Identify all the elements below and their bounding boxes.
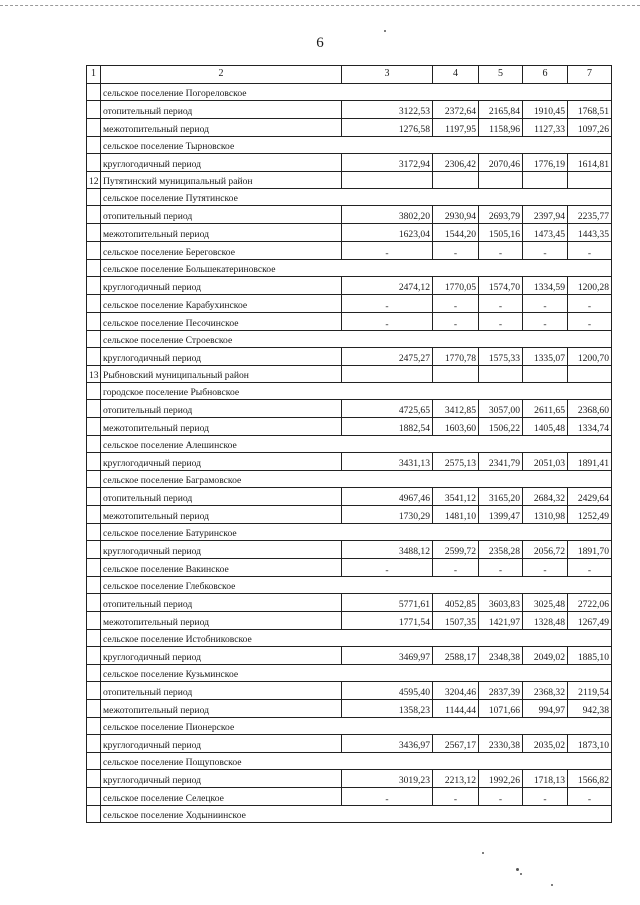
row-label: межотопительный период — [101, 506, 342, 524]
row-label: сельское поселение Вакинское — [101, 559, 342, 577]
row-number-cell — [87, 524, 101, 541]
settlement-row — [87, 331, 612, 348]
value-cell: 1718,13 — [523, 770, 568, 788]
data-row — [87, 400, 612, 418]
value-cell: 2684,32 — [523, 488, 568, 506]
value-cell: 2348,38 — [479, 647, 523, 665]
value-cell: 1334,74 — [568, 418, 612, 436]
row-label: сельское поселение Путятинское — [101, 189, 612, 206]
district-name: Путятинский муниципальный район — [101, 172, 342, 189]
value-cell: 1421,97 — [479, 612, 523, 630]
row-label: сельское поселение Погореловское — [101, 84, 612, 101]
value-cell: 994,97 — [523, 700, 568, 718]
row-number-cell — [87, 735, 101, 753]
value-cell: 1127,33 — [523, 119, 568, 137]
row-label: отопительный период — [101, 594, 342, 612]
value-cell: 4725,65 — [342, 400, 433, 418]
row-number-cell — [87, 682, 101, 700]
data-row — [87, 506, 612, 524]
column-header: 6 — [523, 66, 568, 84]
row-number-cell — [87, 313, 101, 331]
data-row — [87, 541, 612, 559]
row-label: круглогодичный период — [101, 770, 342, 788]
value-cell: 2611,65 — [523, 400, 568, 418]
row-number-cell — [87, 277, 101, 295]
row-number-cell — [87, 718, 101, 735]
row-label: сельское поселение Батуринское — [101, 524, 612, 541]
value-cell: 3469,97 — [342, 647, 433, 665]
data-row — [87, 647, 612, 665]
value-cell: 2330,38 — [479, 735, 523, 753]
empty-cell — [342, 172, 433, 189]
value-cell: 1544,20 — [433, 224, 479, 242]
value-cell: 4595,40 — [342, 682, 433, 700]
settlement-row — [87, 630, 612, 647]
settlement-row — [87, 436, 612, 453]
row-label: круглогодичный период — [101, 277, 342, 295]
value-cell: 3204,46 — [433, 682, 479, 700]
row-label: круглогодичный период — [101, 154, 342, 172]
value-cell: - — [568, 788, 612, 806]
data-row — [87, 242, 612, 260]
value-cell: - — [433, 295, 479, 313]
value-cell: 2588,17 — [433, 647, 479, 665]
row-label: сельское поселение Истобниковское — [101, 630, 612, 647]
value-cell: 1730,29 — [342, 506, 433, 524]
value-cell: 2358,28 — [479, 541, 523, 559]
value-cell: 1443,35 — [568, 224, 612, 242]
data-row — [87, 154, 612, 172]
value-cell: 3019,23 — [342, 770, 433, 788]
value-cell: - — [523, 295, 568, 313]
value-cell: 4052,85 — [433, 594, 479, 612]
value-cell: 4967,46 — [342, 488, 433, 506]
row-number-cell: 12 — [87, 172, 101, 189]
row-label: отопительный период — [101, 101, 342, 119]
value-cell: 1506,22 — [479, 418, 523, 436]
row-number-cell — [87, 242, 101, 260]
value-cell: 1267,49 — [568, 612, 612, 630]
row-label: отопительный период — [101, 206, 342, 224]
settlement-row — [87, 84, 612, 101]
row-label: круглогодичный период — [101, 735, 342, 753]
row-label: круглогодичный период — [101, 453, 342, 471]
value-cell: - — [479, 313, 523, 331]
value-cell: 3603,83 — [479, 594, 523, 612]
settlement-row — [87, 137, 612, 154]
row-number-cell — [87, 488, 101, 506]
row-number-cell — [87, 665, 101, 682]
row-number-cell — [87, 331, 101, 348]
row-label: сельское поселение Песочинское — [101, 313, 342, 331]
value-cell: 1505,16 — [479, 224, 523, 242]
data-row — [87, 788, 612, 806]
row-number-cell — [87, 788, 101, 806]
row-label: сельское поселение Пионерское — [101, 718, 612, 735]
value-cell: 1252,49 — [568, 506, 612, 524]
value-cell: 2693,79 — [479, 206, 523, 224]
value-cell: - — [479, 242, 523, 260]
value-cell: 1770,05 — [433, 277, 479, 295]
scan-edge-line — [0, 5, 640, 6]
row-label: круглогодичный период — [101, 647, 342, 665]
value-cell: 1335,07 — [523, 348, 568, 366]
row-number-cell — [87, 260, 101, 277]
value-cell: 2165,84 — [479, 101, 523, 119]
value-cell: - — [523, 313, 568, 331]
value-cell: - — [523, 242, 568, 260]
column-header: 4 — [433, 66, 479, 84]
data-row — [87, 682, 612, 700]
value-cell: 1776,19 — [523, 154, 568, 172]
value-cell: - — [433, 559, 479, 577]
row-number-cell — [87, 206, 101, 224]
value-cell: 3412,85 — [433, 400, 479, 418]
value-cell: 1910,45 — [523, 101, 568, 119]
row-number-cell — [87, 612, 101, 630]
row-number-cell — [87, 753, 101, 770]
value-cell: 3172,94 — [342, 154, 433, 172]
value-cell: 1310,98 — [523, 506, 568, 524]
value-cell: 3436,97 — [342, 735, 433, 753]
value-cell: - — [479, 788, 523, 806]
row-number-cell — [87, 295, 101, 313]
row-number-cell — [87, 700, 101, 718]
row-number-cell — [87, 154, 101, 172]
row-label: сельское поселение Глебковское — [101, 577, 612, 594]
row-number-cell — [87, 137, 101, 154]
value-cell: 1097,26 — [568, 119, 612, 137]
row-number-cell — [87, 436, 101, 453]
value-cell: 3122,53 — [342, 101, 433, 119]
value-cell: - — [433, 242, 479, 260]
value-cell: - — [342, 559, 433, 577]
value-cell: 2306,42 — [433, 154, 479, 172]
column-header: 5 — [479, 66, 523, 84]
value-cell: - — [479, 295, 523, 313]
scan-speck — [516, 868, 519, 871]
data-row — [87, 488, 612, 506]
value-cell: - — [342, 242, 433, 260]
row-number-cell — [87, 101, 101, 119]
value-cell: 942,38 — [568, 700, 612, 718]
row-number-cell — [87, 541, 101, 559]
value-cell: 2119,54 — [568, 682, 612, 700]
data-row — [87, 119, 612, 137]
value-cell: 1197,95 — [433, 119, 479, 137]
value-cell: 1770,78 — [433, 348, 479, 366]
row-label: межотопительный период — [101, 224, 342, 242]
empty-cell — [433, 366, 479, 383]
row-label: городское поселение Рыбновское — [101, 383, 612, 400]
row-label: межотопительный период — [101, 119, 342, 137]
empty-cell — [479, 366, 523, 383]
row-label: сельское поселение Алешинское — [101, 436, 612, 453]
value-cell: 2837,39 — [479, 682, 523, 700]
row-number-cell — [87, 594, 101, 612]
value-cell: 2372,64 — [433, 101, 479, 119]
settlement-row — [87, 471, 612, 488]
value-cell: 1566,82 — [568, 770, 612, 788]
value-cell: 2429,64 — [568, 488, 612, 506]
data-row — [87, 612, 612, 630]
row-label: сельское поселение Пощуповское — [101, 753, 612, 770]
value-cell: 2368,60 — [568, 400, 612, 418]
value-cell: 2475,27 — [342, 348, 433, 366]
header-row — [87, 66, 612, 84]
value-cell: 1144,44 — [433, 700, 479, 718]
value-cell: 1771,54 — [342, 612, 433, 630]
column-header: 3 — [342, 66, 433, 84]
row-number-cell — [87, 630, 101, 647]
value-cell: 3431,13 — [342, 453, 433, 471]
row-label: отопительный период — [101, 682, 342, 700]
empty-cell — [479, 172, 523, 189]
settlement-row — [87, 665, 612, 682]
value-cell: 2722,06 — [568, 594, 612, 612]
value-cell: - — [433, 313, 479, 331]
row-number-cell — [87, 348, 101, 366]
row-label: сельское поселение Карабухинское — [101, 295, 342, 313]
value-cell: 1334,59 — [523, 277, 568, 295]
data-row — [87, 559, 612, 577]
value-cell: 1158,96 — [479, 119, 523, 137]
row-label: межотопительный период — [101, 418, 342, 436]
value-cell: - — [523, 788, 568, 806]
row-number-cell — [87, 383, 101, 400]
data-row — [87, 224, 612, 242]
row-label: сельское поселение Ходыниинское — [101, 806, 612, 823]
value-cell: 2035,02 — [523, 735, 568, 753]
settlement-row — [87, 383, 612, 400]
data-row — [87, 295, 612, 313]
row-number-cell: 13 — [87, 366, 101, 383]
value-cell: - — [342, 788, 433, 806]
value-cell: 2213,12 — [433, 770, 479, 788]
value-cell: 1358,23 — [342, 700, 433, 718]
value-cell: 1574,70 — [479, 277, 523, 295]
column-header: 7 — [568, 66, 612, 84]
value-cell: 1614,81 — [568, 154, 612, 172]
page-number: 6 — [316, 35, 324, 51]
value-cell: 2368,32 — [523, 682, 568, 700]
value-cell: 3541,12 — [433, 488, 479, 506]
row-label: сельское поселение Баграмовское — [101, 471, 612, 488]
settlement-row — [87, 260, 612, 277]
row-number-cell — [87, 224, 101, 242]
scan-speck — [482, 852, 484, 854]
value-cell: 1992,26 — [479, 770, 523, 788]
settlement-row — [87, 577, 612, 594]
row-number-cell — [87, 189, 101, 206]
value-cell: 2397,94 — [523, 206, 568, 224]
value-cell: 1405,48 — [523, 418, 568, 436]
value-cell: 1399,47 — [479, 506, 523, 524]
scan-speck — [551, 884, 553, 886]
row-label: сельское поселение Строевское — [101, 331, 612, 348]
data-row — [87, 348, 612, 366]
value-cell: - — [568, 295, 612, 313]
row-label: межотопительный период — [101, 700, 342, 718]
row-number-cell — [87, 506, 101, 524]
empty-cell — [568, 172, 612, 189]
settlement-row — [87, 806, 612, 823]
settlement-row — [87, 718, 612, 735]
value-cell: 5771,61 — [342, 594, 433, 612]
value-cell: 1473,45 — [523, 224, 568, 242]
data-row — [87, 700, 612, 718]
row-label: круглогодичный период — [101, 541, 342, 559]
value-cell: 1328,48 — [523, 612, 568, 630]
value-cell: - — [342, 313, 433, 331]
data-row — [87, 313, 612, 331]
value-cell: 1200,28 — [568, 277, 612, 295]
row-number-cell — [87, 471, 101, 488]
row-number-cell — [87, 418, 101, 436]
value-cell: - — [479, 559, 523, 577]
value-cell: 1071,66 — [479, 700, 523, 718]
row-number-cell — [87, 559, 101, 577]
value-cell: - — [433, 788, 479, 806]
value-cell: 1882,54 — [342, 418, 433, 436]
value-cell: 2575,13 — [433, 453, 479, 471]
data-row — [87, 101, 612, 119]
value-cell: 1885,10 — [568, 647, 612, 665]
value-cell: 1891,41 — [568, 453, 612, 471]
row-label: отопительный период — [101, 400, 342, 418]
section-row — [87, 172, 612, 189]
scan-speck — [520, 873, 522, 875]
value-cell: 1873,10 — [568, 735, 612, 753]
district-name: Рыбновский муниципальный район — [101, 366, 342, 383]
value-cell: - — [342, 295, 433, 313]
row-number-cell — [87, 84, 101, 101]
value-cell: 1507,35 — [433, 612, 479, 630]
data-row — [87, 770, 612, 788]
value-cell: 3165,20 — [479, 488, 523, 506]
value-cell: 1768,51 — [568, 101, 612, 119]
data-row — [87, 418, 612, 436]
value-cell: 1200,70 — [568, 348, 612, 366]
row-label: межотопительный период — [101, 612, 342, 630]
data-row — [87, 594, 612, 612]
row-number-cell — [87, 119, 101, 137]
tariff-table — [86, 65, 612, 823]
value-cell: - — [568, 313, 612, 331]
value-cell: 1481,10 — [433, 506, 479, 524]
value-cell: 3802,20 — [342, 206, 433, 224]
settlement-row — [87, 753, 612, 770]
section-row — [87, 366, 612, 383]
value-cell: 2051,03 — [523, 453, 568, 471]
value-cell: - — [568, 242, 612, 260]
value-cell: - — [568, 559, 612, 577]
value-cell: 2235,77 — [568, 206, 612, 224]
value-cell: 3488,12 — [342, 541, 433, 559]
row-label: круглогодичный период — [101, 348, 342, 366]
value-cell: 2070,46 — [479, 154, 523, 172]
empty-cell — [433, 172, 479, 189]
value-cell: 1276,58 — [342, 119, 433, 137]
value-cell: 3025,48 — [523, 594, 568, 612]
row-label: сельское поселение Береговское — [101, 242, 342, 260]
scan-speck — [384, 30, 386, 32]
value-cell: 1603,60 — [433, 418, 479, 436]
data-row — [87, 735, 612, 753]
empty-cell — [523, 172, 568, 189]
value-cell: 2049,02 — [523, 647, 568, 665]
empty-cell — [568, 366, 612, 383]
value-cell: - — [523, 559, 568, 577]
value-cell: 2567,17 — [433, 735, 479, 753]
value-cell: 3057,00 — [479, 400, 523, 418]
row-number-cell — [87, 577, 101, 594]
data-row — [87, 277, 612, 295]
value-cell: 2930,94 — [433, 206, 479, 224]
value-cell: 1891,70 — [568, 541, 612, 559]
value-cell: 2599,72 — [433, 541, 479, 559]
row-label: отопительный период — [101, 488, 342, 506]
row-label: сельское поселение Селецкое — [101, 788, 342, 806]
column-header: 1 — [87, 66, 101, 84]
row-label: сельское поселение Большекатериновское — [101, 260, 612, 277]
data-row — [87, 206, 612, 224]
value-cell: 2474,12 — [342, 277, 433, 295]
row-number-cell — [87, 453, 101, 471]
settlement-row — [87, 524, 612, 541]
empty-cell — [342, 366, 433, 383]
row-number-cell — [87, 647, 101, 665]
value-cell: 2056,72 — [523, 541, 568, 559]
empty-cell — [523, 366, 568, 383]
value-cell: 1575,33 — [479, 348, 523, 366]
row-label: сельское поселение Тырновское — [101, 137, 612, 154]
row-number-cell — [87, 770, 101, 788]
column-header: 2 — [101, 66, 342, 84]
settlement-row — [87, 189, 612, 206]
row-number-cell — [87, 400, 101, 418]
row-number-cell — [87, 806, 101, 823]
row-label: сельское поселение Кузьминское — [101, 665, 612, 682]
value-cell: 1623,04 — [342, 224, 433, 242]
data-row — [87, 453, 612, 471]
value-cell: 2341,79 — [479, 453, 523, 471]
